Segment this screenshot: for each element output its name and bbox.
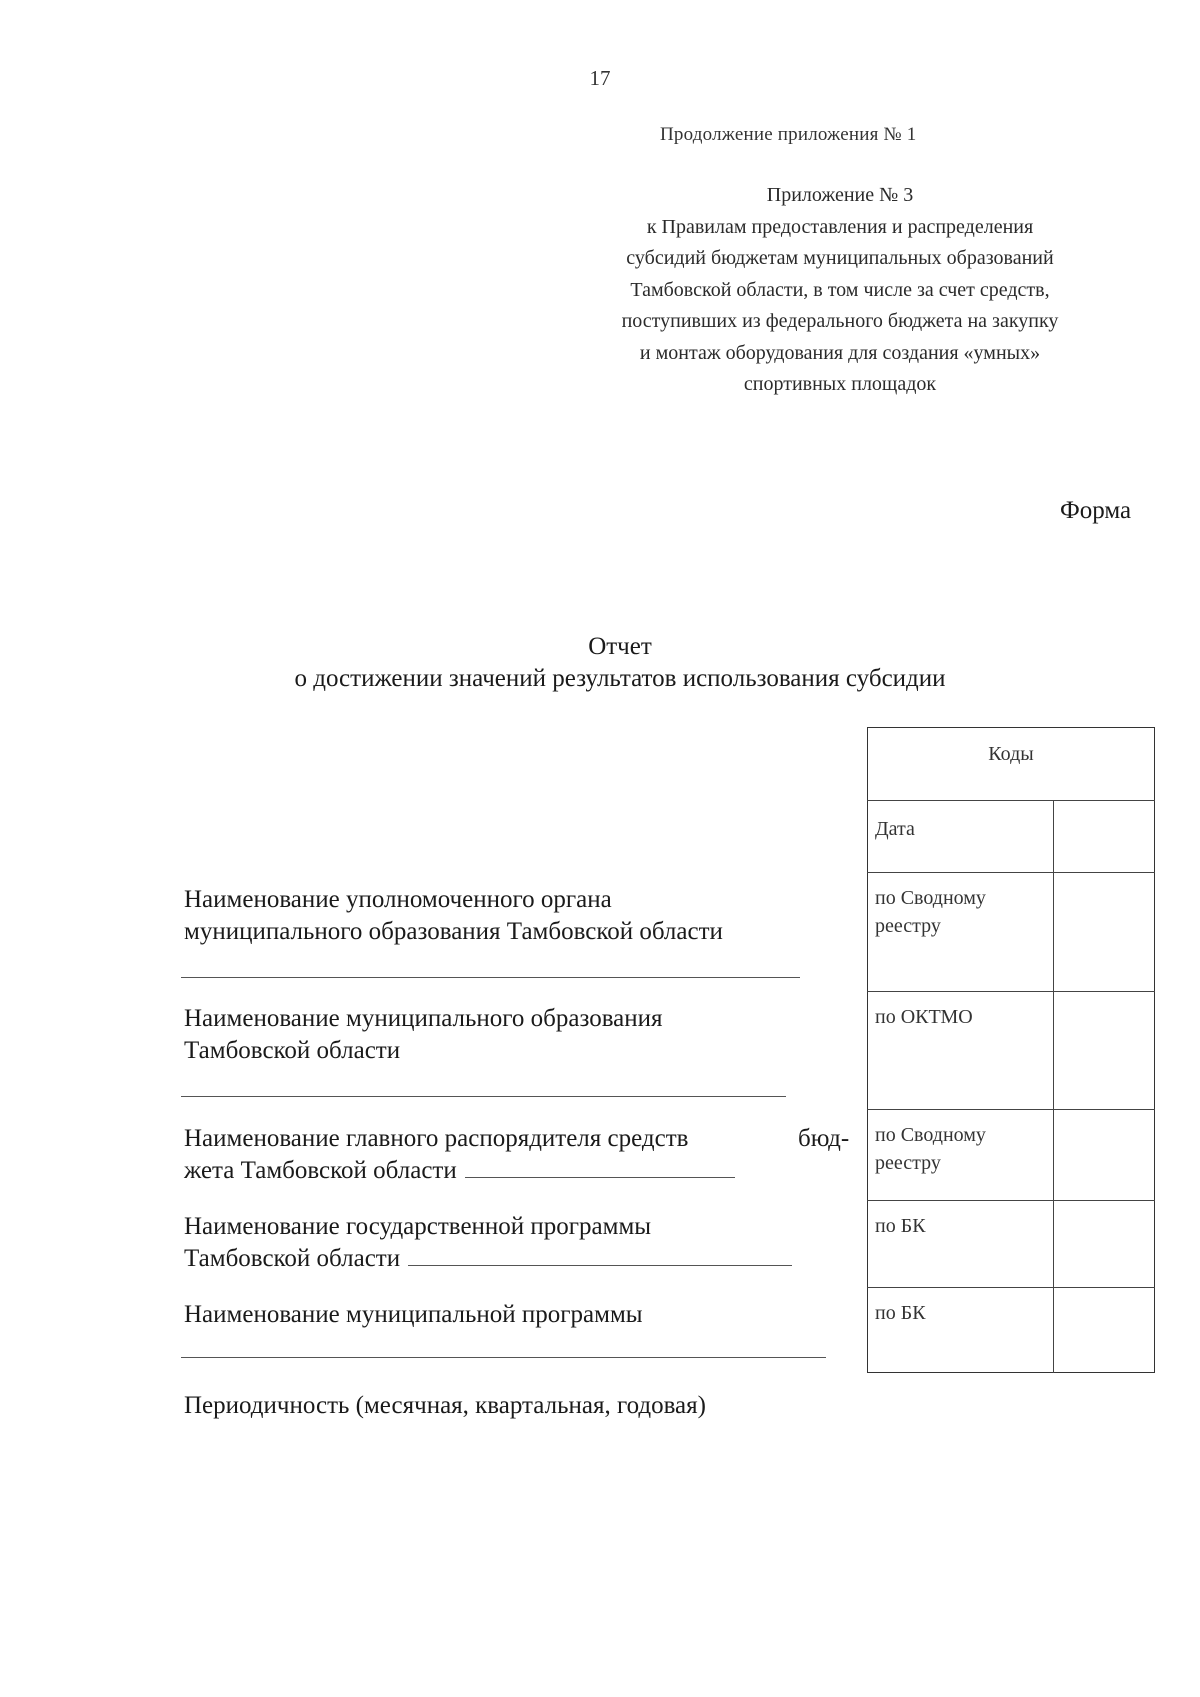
code-value-summary-registry[interactable] [1054, 873, 1154, 991]
report-title: Отчет [588, 633, 652, 660]
appendix-line: Тамбовской области, в том числе за счет средств, [630, 278, 1050, 301]
code-label-text: реестру [875, 915, 941, 937]
code-value-oktmo[interactable] [1054, 992, 1154, 1109]
chief-manager-label-1: Наименование главного распорядителя средств [184, 1125, 689, 1152]
state-program-label-2-text: Тамбовской области [184, 1245, 401, 1272]
code-label-text: по БК [875, 1215, 926, 1237]
authorized-body-field [184, 884, 723, 948]
code-label-summary-registry-2 [875, 1121, 986, 1177]
state-program-field [184, 1211, 792, 1275]
appendix-line: субсидий бюджетам муниципальных образований [626, 247, 1054, 269]
state-program-label-1: Наименование государственной программы [184, 1213, 652, 1240]
chief-manager-field [184, 1123, 735, 1187]
municipality-input-line[interactable] [181, 1096, 786, 1097]
code-label-oktmo [875, 1003, 973, 1031]
appendix-line: и монтаж оборудования для создания «умных» [639, 341, 1041, 364]
periodicity-label: Периодичность (месячная, квартальная, годовая) [184, 1392, 706, 1419]
code-label-text: Дата [875, 818, 915, 840]
municipal-program-field [184, 1299, 643, 1331]
appendix-line: к Правилам предоставления и распределения [646, 215, 1034, 238]
authorized-body-input-line[interactable] [181, 977, 800, 978]
municipal-program-label: Наименование муниципальной программы [184, 1301, 643, 1328]
code-label-bk-2 [875, 1299, 926, 1327]
municipality-field [184, 1003, 663, 1067]
state-program-label-2 [184, 1243, 792, 1275]
chief-manager-label-2 [184, 1155, 735, 1187]
municipal-program-input-line[interactable] [181, 1357, 826, 1358]
appendix-line: спортивных площадок [743, 373, 937, 395]
code-label-text: по БК [875, 1302, 926, 1324]
appendix-line: поступивших из федерального бюджета на закупку [621, 310, 1059, 332]
codes-table [867, 727, 1155, 1373]
code-label-summary-registry [875, 884, 986, 940]
appendix-title: Приложение № 3 [766, 184, 914, 206]
municipality-label-2: Тамбовской области [184, 1037, 401, 1064]
page-number: 17 [589, 66, 611, 90]
chief-manager-hyphen: бюд- [798, 1125, 850, 1152]
form-label: Форма [1060, 497, 1132, 524]
code-label-date [875, 815, 915, 843]
state-program-input-line[interactable] [408, 1264, 792, 1266]
chief-manager-input-line[interactable] [465, 1176, 735, 1178]
code-label-bk [875, 1212, 926, 1240]
municipality-label-1: Наименование муниципального образования [184, 1005, 663, 1032]
codes-header: Коды [988, 743, 1034, 765]
authorized-body-label-2: муниципального образования Тамбовской области [184, 918, 723, 945]
code-value-summary-registry-2[interactable] [1054, 1110, 1154, 1200]
authorized-body-label-1: Наименование уполномоченного органа [184, 886, 612, 913]
appendix-header [540, 180, 1140, 401]
code-value-bk-2[interactable] [1054, 1288, 1154, 1373]
report-subtitle: о достижении значений результатов использования субсидии [294, 665, 946, 692]
code-label-text: по Сводному [875, 887, 986, 909]
code-value-bk[interactable] [1054, 1201, 1154, 1287]
code-label-text: по ОКТМО [875, 1006, 973, 1028]
chief-manager-label-2-text: жета Тамбовской области [184, 1157, 457, 1184]
code-label-text: реестру [875, 1152, 941, 1174]
code-label-text: по Сводному [875, 1124, 986, 1146]
code-value-date[interactable] [1054, 801, 1154, 872]
report-heading [0, 631, 1200, 695]
continuation-note: Продолжение приложения № 1 [660, 124, 917, 145]
